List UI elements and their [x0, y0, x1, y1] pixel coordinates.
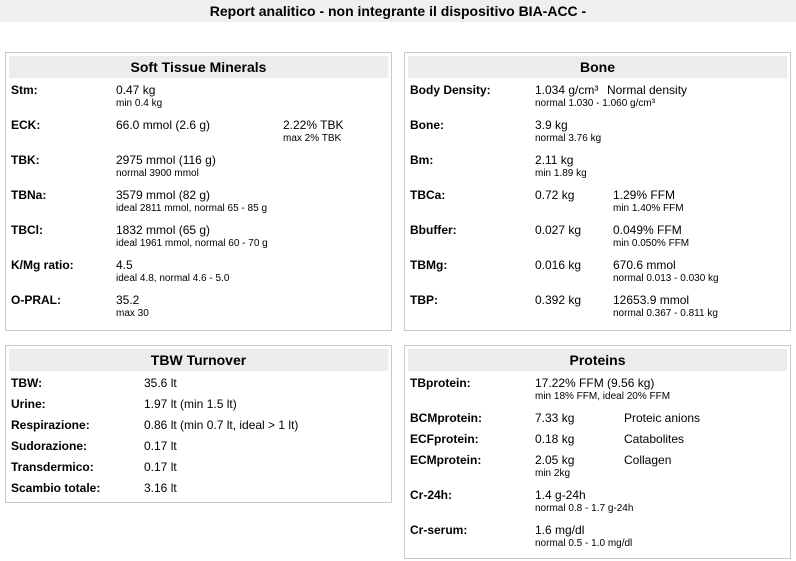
- tbw-label: TBW:: [11, 376, 43, 390]
- bbuffer-note: min 0.050% FFM: [613, 238, 690, 249]
- ecmprotein-value: 2.05 kg: [535, 453, 575, 467]
- bone-value: 3.9 kg: [535, 118, 568, 132]
- bbuffer-label: Bbuffer:: [410, 223, 457, 237]
- bone-panel: [404, 52, 791, 331]
- tbna-value: 3579 mmol (82 g): [116, 188, 211, 202]
- opral-note: max 30: [116, 308, 149, 319]
- eck-value: 66.0 mmol (2.6 g): [116, 118, 211, 132]
- kmg-ratio-value: 4.5: [116, 258, 133, 272]
- urine-label: Urine:: [11, 397, 46, 411]
- tbcl-value: 1832 mmol (65 g): [116, 223, 211, 237]
- ecfprotein-category: Catabolites: [624, 432, 685, 446]
- panel-title: TBW Turnover: [9, 349, 388, 371]
- opral-label: O-PRAL:: [11, 293, 61, 307]
- eck-percent: 2.22% TBK: [283, 118, 344, 132]
- crserum-label: Cr-serum:: [410, 523, 468, 537]
- report-title: Report analitico - non integrante il dispositivo BIA-ACC -: [209, 3, 587, 19]
- tbca-value: 0.72 kg: [535, 188, 575, 202]
- tbw-value: 35.6 lt: [144, 376, 177, 390]
- report-header: [0, 0, 796, 22]
- panel-title: Soft Tissue Minerals: [9, 56, 388, 78]
- bcmprotein-value: 7.33 kg: [535, 411, 575, 425]
- bone-label: Bone:: [410, 118, 444, 132]
- tbp-note: normal 0.367 - 0.811 kg: [613, 308, 718, 319]
- scambio-totale-label: Scambio totale:: [11, 481, 101, 495]
- body-density-value: 1.034 g/cm³: [535, 83, 599, 97]
- tbp-mmol: 12653.9 mmol: [613, 293, 690, 307]
- tbprotein-value: 17.22% FFM (9.56 kg): [535, 376, 655, 390]
- tbca-percent: 1.29% FFM: [613, 188, 676, 202]
- tbk-value: 2975 mmol (116 g): [116, 153, 216, 167]
- ecmprotein-note: min 2kg: [535, 468, 571, 479]
- panel-title: Bone: [408, 56, 787, 78]
- body-density-status: Normal density: [607, 83, 688, 97]
- cr24h-value: 1.4 g-24h: [535, 488, 586, 502]
- tbw-turnover-panel: [5, 345, 392, 503]
- body-density-note: normal 1.030 - 1.060 g/cm³: [535, 98, 656, 109]
- respirazione-label: Respirazione:: [11, 418, 90, 432]
- kmg-ratio-label: K/Mg ratio:: [11, 258, 74, 272]
- eck-note: max 2% TBK: [283, 133, 342, 144]
- stm-value: 0.47 kg: [116, 83, 156, 97]
- urine-value: 1.97 lt (min 1.5 lt): [144, 397, 237, 411]
- stm-note: min 0.4 kg: [116, 98, 163, 109]
- eck-label: ECK:: [11, 118, 41, 132]
- bbuffer-value: 0.027 kg: [535, 223, 582, 237]
- soft-tissue-minerals-panel: [5, 52, 392, 331]
- tbna-note: ideal 2811 mmol, normal 65 - 85 g: [116, 203, 268, 214]
- bm-note: min 1.89 kg: [535, 168, 587, 179]
- sudorazione-value: 0.17 lt: [144, 439, 177, 453]
- tbmg-mmol: 670.6 mmol: [613, 258, 676, 272]
- bm-value: 2.11 kg: [535, 153, 574, 167]
- stm-label: Stm:: [11, 83, 38, 97]
- panel-title: Proteins: [408, 349, 787, 371]
- bbuffer-percent: 0.049% FFM: [613, 223, 682, 237]
- cr24h-note: normal 0.8 - 1.7 g-24h: [535, 503, 634, 514]
- ecfprotein-label: ECFprotein:: [410, 432, 479, 446]
- ecmprotein-label: ECMprotein:: [410, 453, 482, 467]
- tbp-label: TBP:: [410, 293, 438, 307]
- kmg-ratio-note: ideal 4.8, normal 4.6 - 5.0: [116, 273, 230, 284]
- tbmg-note: normal 0.013 - 0.030 kg: [613, 273, 719, 284]
- transdermico-label: Transdermico:: [11, 460, 94, 474]
- sudorazione-label: Sudorazione:: [11, 439, 88, 453]
- crserum-note: normal 0.5 - 1.0 mg/dl: [535, 538, 633, 549]
- tbcl-note: ideal 1961 mmol, normal 60 - 70 g: [116, 238, 268, 249]
- scambio-totale-value: 3.16 lt: [144, 481, 177, 495]
- bcmprotein-label: BCMprotein:: [410, 411, 482, 425]
- tbmg-label: TBMg:: [410, 258, 448, 272]
- tbmg-value: 0.016 kg: [535, 258, 582, 272]
- cr24h-label: Cr-24h:: [410, 488, 453, 502]
- ecmprotein-category: Collagen: [624, 453, 672, 467]
- tbca-note: min 1.40% FFM: [613, 203, 684, 214]
- tbprotein-note: min 18% FFM, ideal 20% FFM: [535, 391, 671, 402]
- bone-note: normal 3.76 kg: [535, 133, 602, 144]
- transdermico-value: 0.17 lt: [144, 460, 177, 474]
- ecfprotein-value: 0.18 kg: [535, 432, 575, 446]
- respirazione-value: 0.86 lt (min 0.7 lt, ideal > 1 lt): [144, 418, 299, 432]
- opral-value: 35.2: [116, 293, 140, 307]
- tbk-note: normal 3900 mmol: [116, 168, 199, 179]
- tbk-label: TBK:: [11, 153, 40, 167]
- bcmprotein-category: Proteic anions: [624, 411, 701, 425]
- crserum-value: 1.6 mg/dl: [535, 523, 585, 537]
- tbp-value: 0.392 kg: [535, 293, 582, 307]
- body-density-label: Body Density:: [410, 83, 491, 97]
- bm-label: Bm:: [410, 153, 434, 167]
- tbprotein-label: TBprotein:: [410, 376, 471, 390]
- tbna-label: TBNa:: [11, 188, 47, 202]
- tbca-label: TBCa:: [410, 188, 446, 202]
- tbcl-label: TBCl:: [11, 223, 43, 237]
- proteins-panel: [404, 345, 791, 559]
